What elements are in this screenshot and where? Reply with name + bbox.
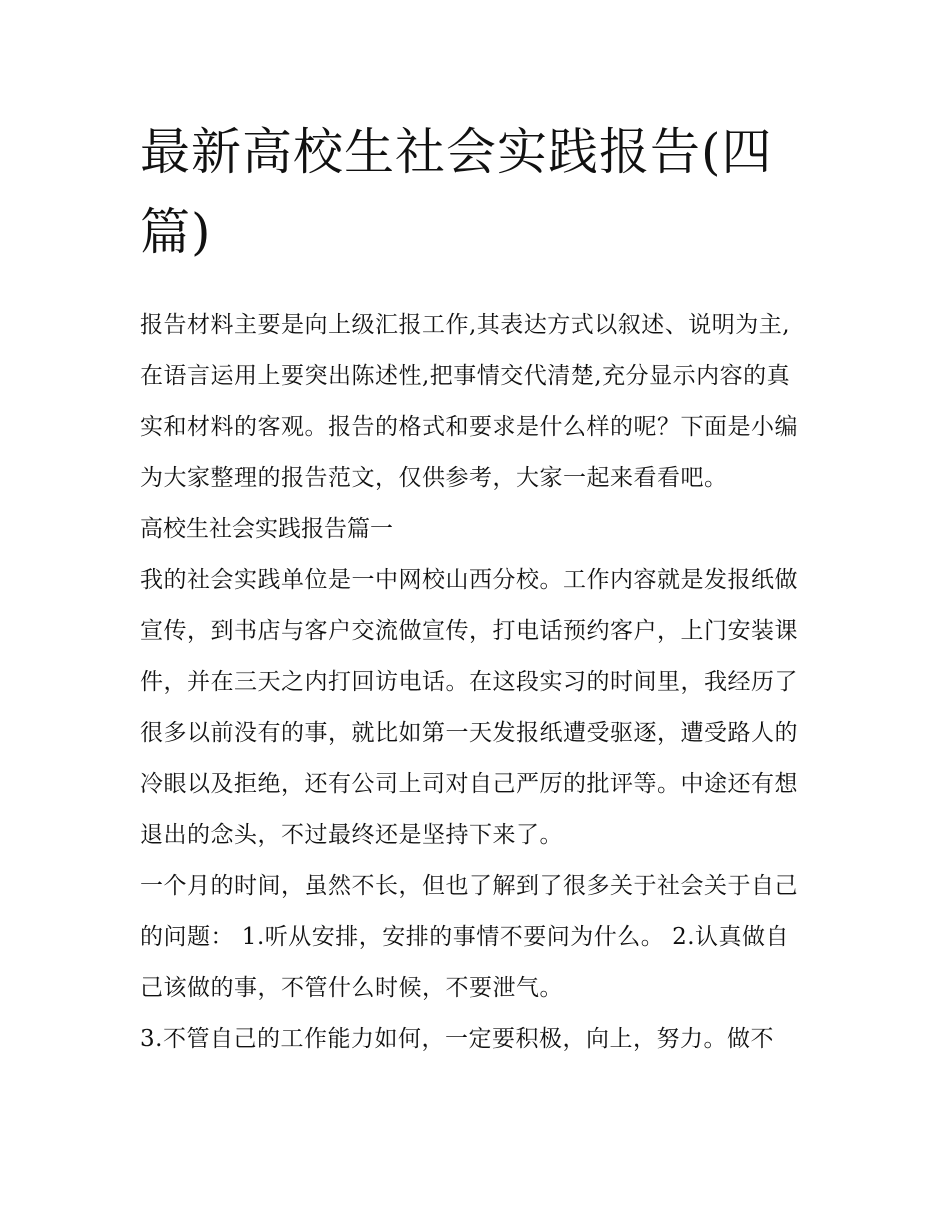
section-heading: 高校生社会实践报告篇一 bbox=[140, 516, 393, 542]
body-paragraph-1: 我的社会实践单位是一中网校山西分校。工作内容就是发报纸做宣传，到书店与客户交流做宣传，打电话预约客户，上门安装课件，并在三天之内打回访电话。在这段实习的时间里，我经历了很多以前没有的事，就比如第一天发报纸遭受驱逐，遭受路人的冷眼以及拒绝，还有公司上司对自己严厉的批评等。中途还有想退出的念头，不过最终还是坚持下来了。 bbox=[140, 567, 798, 848]
intro-paragraph: 报告材料主要是向上级汇报工作,其表达方式以叙述、说明为主,在语言运用上要突出陈述性,把事情交代清楚,充分显示内容的真实和材料的客观。报告的格式和要求是什么样的呢？下面是小编为大家整理的报告范文，仅供参考，大家一起来看看吧。 bbox=[140, 312, 798, 491]
document-title: 最新高校生社会实践报告(四篇) bbox=[140, 123, 773, 261]
body-paragraph-2: 一个月的时间，虽然不长，但也了解到了很多关于社会关于自己的问题： 1.听从安排，安排的事情不要问为什么。 2.认真做自己该做的事，不管什么时候，不要泄气。 bbox=[140, 873, 798, 1001]
body-paragraph-3: 3.不管自己的工作能力如何，一定要积极，向上，努力。做不 bbox=[140, 1026, 774, 1052]
